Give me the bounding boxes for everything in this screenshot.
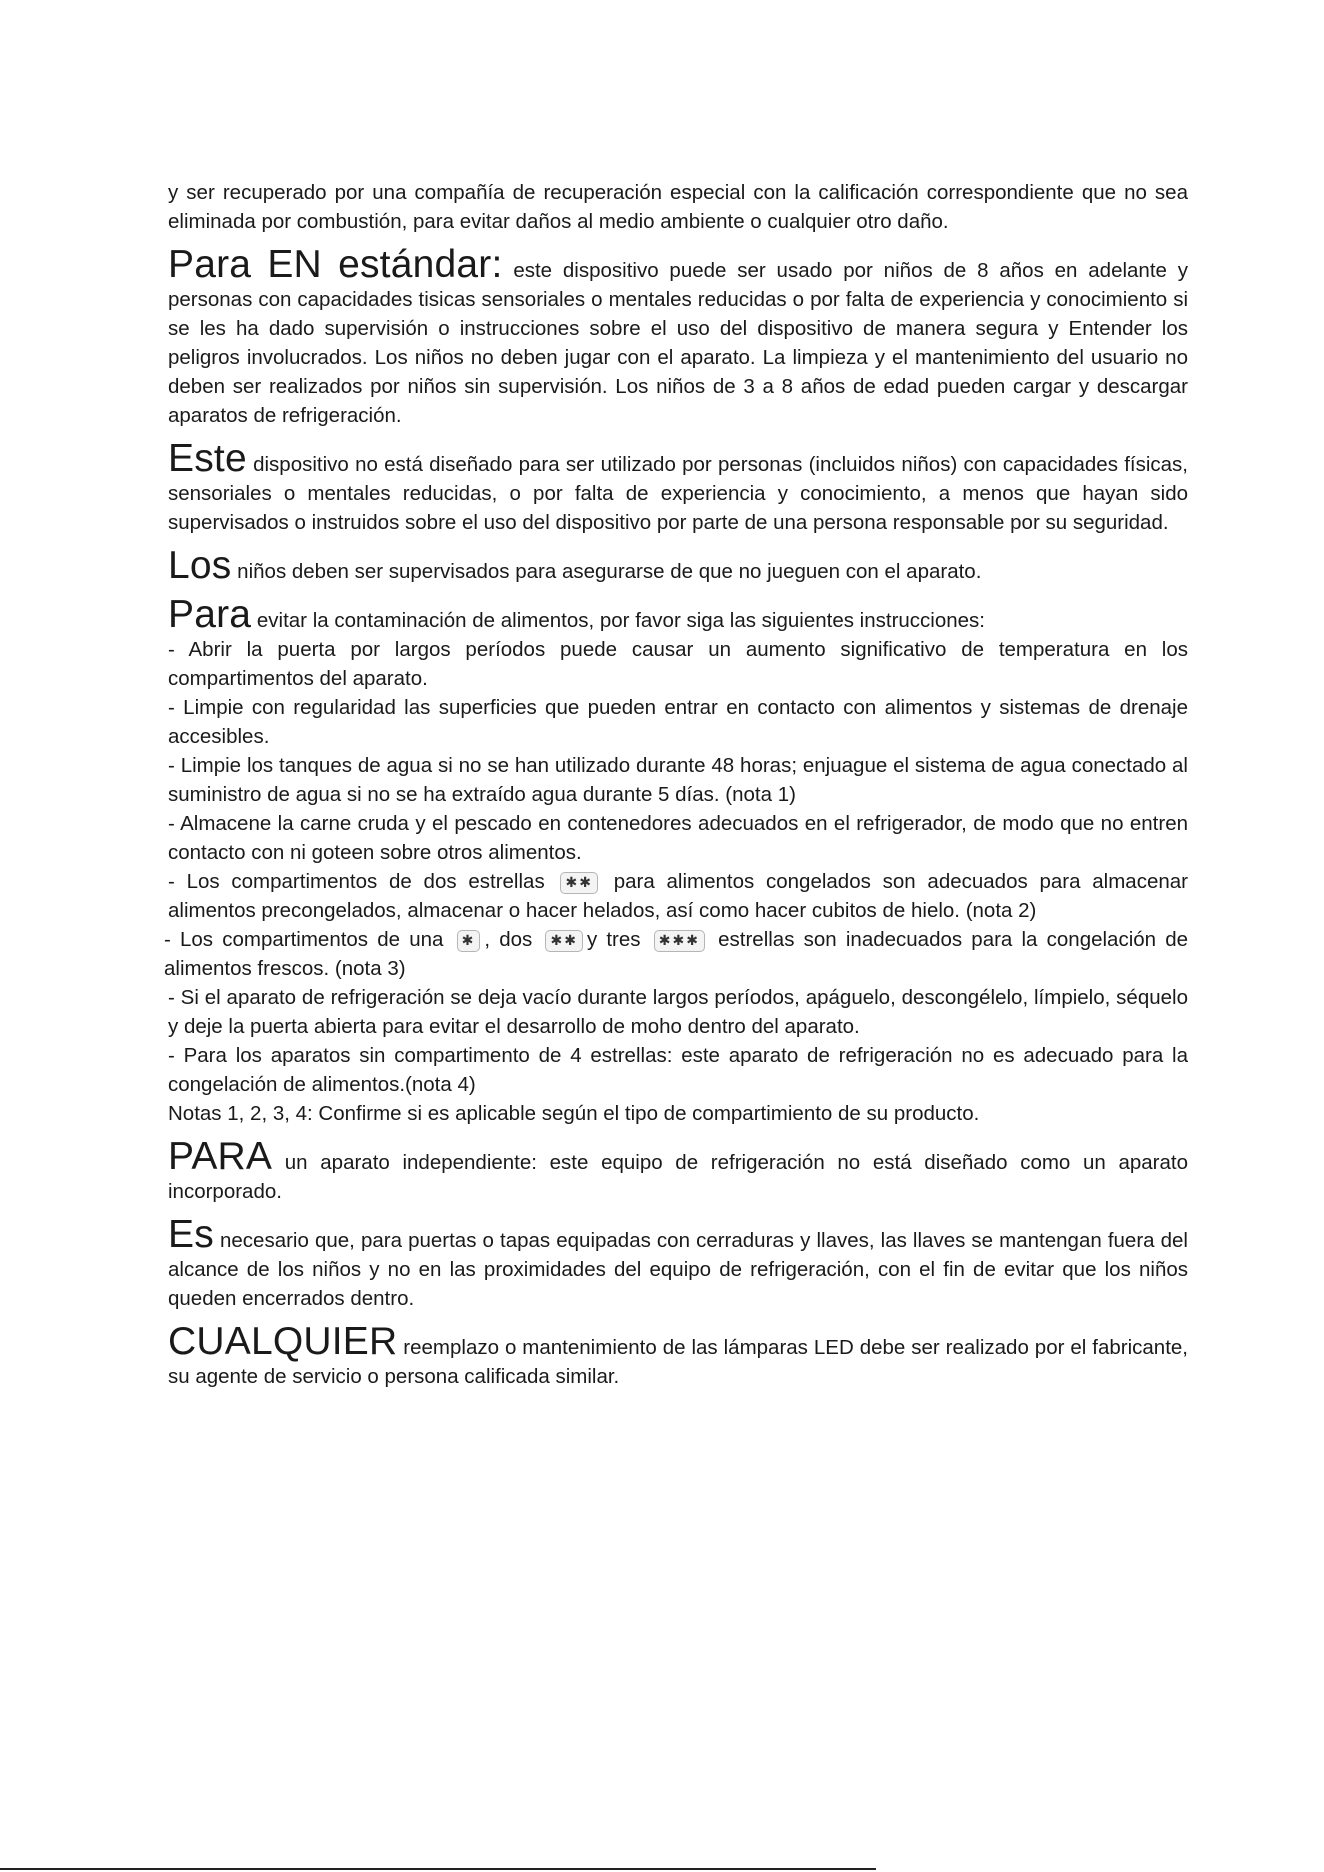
list-item: - Si el aparato de refrigeración se deja vacío durante largos períodos, apáguelo, descongélelo, límpielo, séquelo y deje la puerta abierta para evitar el desarrollo de moho dentro del aparato. [168, 986, 1188, 1038]
notes-line: Notas 1, 2, 3, 4: Confirme si es aplicable según el tipo de compartimiento de su producto. [168, 1102, 980, 1125]
en-standard-lead: Para EN estándar: [168, 243, 503, 286]
list-item [164, 925, 1188, 983]
document-body [164, 178, 1189, 1401]
led-text: reemplazo o mantenimiento de las lámparas LED debe ser realizado por el fabricante, su agente de servicio o persona calificada similar. [168, 1336, 1188, 1388]
list-item: - Abrir la puerta por largos períodos puede causar un aumento significativo de temperatura en los compartimentos del aparato. [168, 638, 1188, 690]
independiente-paragraph [168, 1135, 1188, 1206]
two-star-icon: ✱✱ [560, 872, 597, 894]
llaves-text: necesario que, para puertas o tapas equipadas con cerraduras y llaves, las llaves se mantengan fuera del alcance de los niños y no en las proximidades del equipo de refrigeración, con el fin de evitar que los niños queden encerrados dentro. [168, 1229, 1188, 1310]
contamination-text: evitar la contaminación de alimentos, por favor siga las siguientes instrucciones: [251, 609, 986, 632]
list-item-text: - Los compartimentos de dos estrellas [168, 870, 545, 893]
en-standard-paragraph [168, 243, 1188, 430]
list-item-text: , dos [484, 928, 533, 951]
led-lead: CUALQUIER [168, 1320, 398, 1363]
footer-divider [0, 1868, 876, 1870]
los-paragraph [168, 544, 1188, 587]
llaves-paragraph [168, 1213, 1188, 1313]
led-paragraph [168, 1320, 1188, 1391]
three-star-icon: ✱✱✱ [654, 930, 705, 952]
list-item: - Limpie los tanques de agua si no se han utilizado durante 48 horas; enjuague el sistema de agua conectado al suministro de agua si no se ha extraído agua durante 5 días. (nota 1) [168, 754, 1188, 806]
este-paragraph [168, 437, 1188, 537]
two-star-icon: ✱✱ [545, 930, 582, 952]
contamination-section [164, 593, 1189, 1128]
list-item: - Limpie con regularidad las superficies que pueden entrar en contacto con alimentos y sistemas de drenaje accesibles. [168, 696, 1188, 748]
list-item: - Almacene la carne cruda y el pescado en contenedores adecuados en el refrigerador, de modo que no entren contacto con ni goteen sobre otros alimentos. [168, 812, 1188, 864]
intro-paragraph [168, 178, 1188, 236]
los-lead: Los [168, 544, 232, 587]
este-lead: Este [168, 437, 247, 480]
este-text: dispositivo no está diseñado para ser utilizado por personas (incluidos niños) con capacidades físicas, sensoriales o mentales reducidas, o por falta de experiencia y conocimiento, a menos que hayan sido supervisados o instruidos sobre el uso del dispositivo por parte de una persona responsable por su seguridad. [168, 453, 1188, 534]
llaves-lead: Es [168, 1213, 214, 1256]
contamination-lead: Para [168, 593, 252, 636]
one-star-icon: ✱ [457, 930, 481, 952]
independiente-text: un aparato independiente: este equipo de refrigeración no está diseñado como un aparato incorporado. [168, 1151, 1188, 1203]
independiente-lead: PARA [168, 1135, 273, 1178]
list-item [168, 867, 1188, 925]
list-item: - Para los aparatos sin compartimento de 4 estrellas: este aparato de refrigeración no es adecuado para la congelación de alimentos.(nota 4) [168, 1044, 1188, 1096]
list-item-text: y tres [586, 928, 641, 951]
list-item-text: estrellas son inadecuados para la congelación de alimentos frescos. (nota 3) [164, 928, 1189, 980]
en-standard-text: este dispositivo puede ser usado por niños de 8 años en adelante y personas con capacidades tisicas sensoriales o mentales reducidas o por falta de experiencia y conocimiento si se les ha dado supervisión o instrucciones sobre el uso del dispositivo de manera segura y Entender los peligros involucrados. Los niños no deben jugar con el aparato. La limpieza y el mantenimiento del usuario no deben ser realizados por niños sin supervisión. Los niños de 3 a 8 años de edad pueden cargar y descargar aparatos de refrigeración. [168, 259, 1188, 427]
list-item-text: - Los compartimentos de una [164, 928, 444, 951]
contamination-heading [168, 593, 1188, 636]
intro-text: y ser recuperado por una compañía de recuperación especial con la calificación correspondiente que no sea eliminada por combustión, para evitar daños al medio ambiente o cualquier otro daño. [168, 181, 1188, 233]
los-text: niños deben ser supervisados para asegurarse de que no jueguen con el aparato. [231, 560, 982, 583]
list-item-text: para alimentos congelados son adecuados para almacenar alimentos precongelados, almacenar o hacer helados, así como hacer cubitos de hielo. (nota 2) [168, 870, 1188, 922]
